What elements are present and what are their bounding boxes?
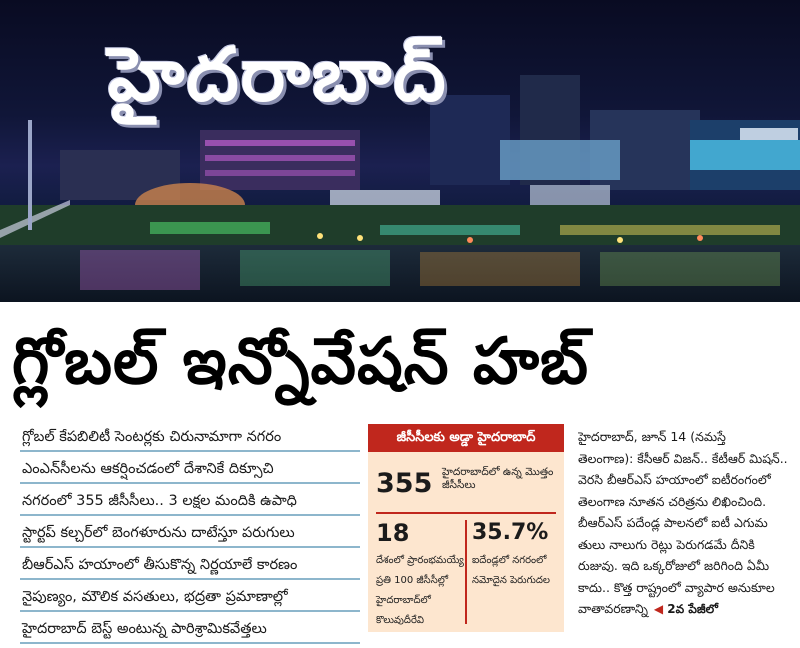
article-line: హైదరాబాద్, జూన్ 14 (నమస్తే: [578, 429, 726, 444]
bullet-item: బీఆర్‌ఎస్ హయాంలో తీసుకొన్న నిర్ణయాలే కారణం: [20, 552, 360, 580]
bullet-item: నైపుణ్యం, మౌలిక వసతులు, భద్రతా ప్రమాణాల్లో: [20, 584, 360, 612]
bullet-item: ఎంఎన్‌సీలను ఆకర్షించడంలో దేశానికే దిక్సూచి: [20, 456, 360, 484]
divider: [465, 520, 467, 624]
bullet-item: హైదరాబాద్ బెస్ట్ అంటున్న పారిశ్రామికవేత్తలు: [20, 616, 360, 644]
stat-label: ఐదేండ్లలో నగరంలో నమోదైన పెరుగుదల: [472, 555, 551, 586]
stats-box-header: జీసీసీలకు అడ్డా హైదరాబాద్: [368, 424, 564, 452]
stat-label: హైదరాబాద్‌లో ఉన్న మొత్తం జీసీసీలు: [442, 466, 554, 491]
continued-on-page-2[interactable]: [654, 599, 718, 621]
article-line-last: [578, 598, 788, 621]
stat-label: దేశంలో ప్రారంభమయ్యే ప్రతి 100 జీసీసీల్లో హైదరాబాద్‌లో కొలువుదీరేవి: [376, 555, 464, 626]
article-line: తులు నాలుగు రెట్లు పెరుగడమే దీనికి: [578, 536, 755, 552]
bullet-item: నగరంలో 355 జీసీసీలు.. 3 లక్షల మందికి ఉపాధి: [20, 488, 360, 516]
bullet-item: స్టార్టప్ కల్చర్‌లో బెంగళూరును దాటేస్తూ పరుగులు: [20, 520, 360, 548]
continued-label: 2వ పేజీలో: [667, 602, 719, 616]
headline: గ్లోబల్ ఇన్నోవేషన్ హబ్: [12, 325, 589, 399]
stat-total-gccs: [376, 462, 560, 508]
arrow-icon: ◀: [653, 602, 668, 616]
article-line: తెలంగాణ): కేసీఆర్ విజన్.. కేటీఆర్ మిషన్..: [578, 450, 788, 466]
bullet-item: గ్లోబల్ కేపబిలిటీ సెంటర్లకు చిరునామాగా నగరం: [20, 424, 360, 452]
hero-photo: [0, 0, 800, 302]
stats-box: [368, 424, 564, 632]
stat-growth: [472, 518, 560, 628]
article-line: వాతావరణాన్ని: [578, 601, 648, 616]
article-line: కాదు.. కొత్త రాష్ట్రంలో వ్యాపార అనుకూల: [578, 579, 775, 595]
hero-title: హైదరాబాద్: [108, 32, 448, 118]
stat-value: 35.7%: [472, 520, 549, 545]
article-line: బీఆర్‌ఎస్ పదేండ్ల పాలనలో ఐటీ ఎగుమ: [578, 515, 768, 530]
article-body: [578, 426, 788, 621]
article-line: వెరసి బీఆర్‌ఎస్ హయాంలో ఐటీరంగంలో: [578, 472, 771, 487]
article-line: తెలంగాణ నూతన చరిత్రను లిఖించింది.: [578, 493, 767, 509]
bullet-list: [20, 424, 360, 648]
article-line: రుజువు. ఇది ఒక్కరోజులో జరిగింది ఏమీ: [578, 558, 770, 573]
stat-value: 355: [376, 468, 433, 499]
stat-value: 18: [376, 519, 410, 547]
divider: [376, 512, 556, 514]
stat-share-of-new-gccs: [376, 518, 464, 628]
